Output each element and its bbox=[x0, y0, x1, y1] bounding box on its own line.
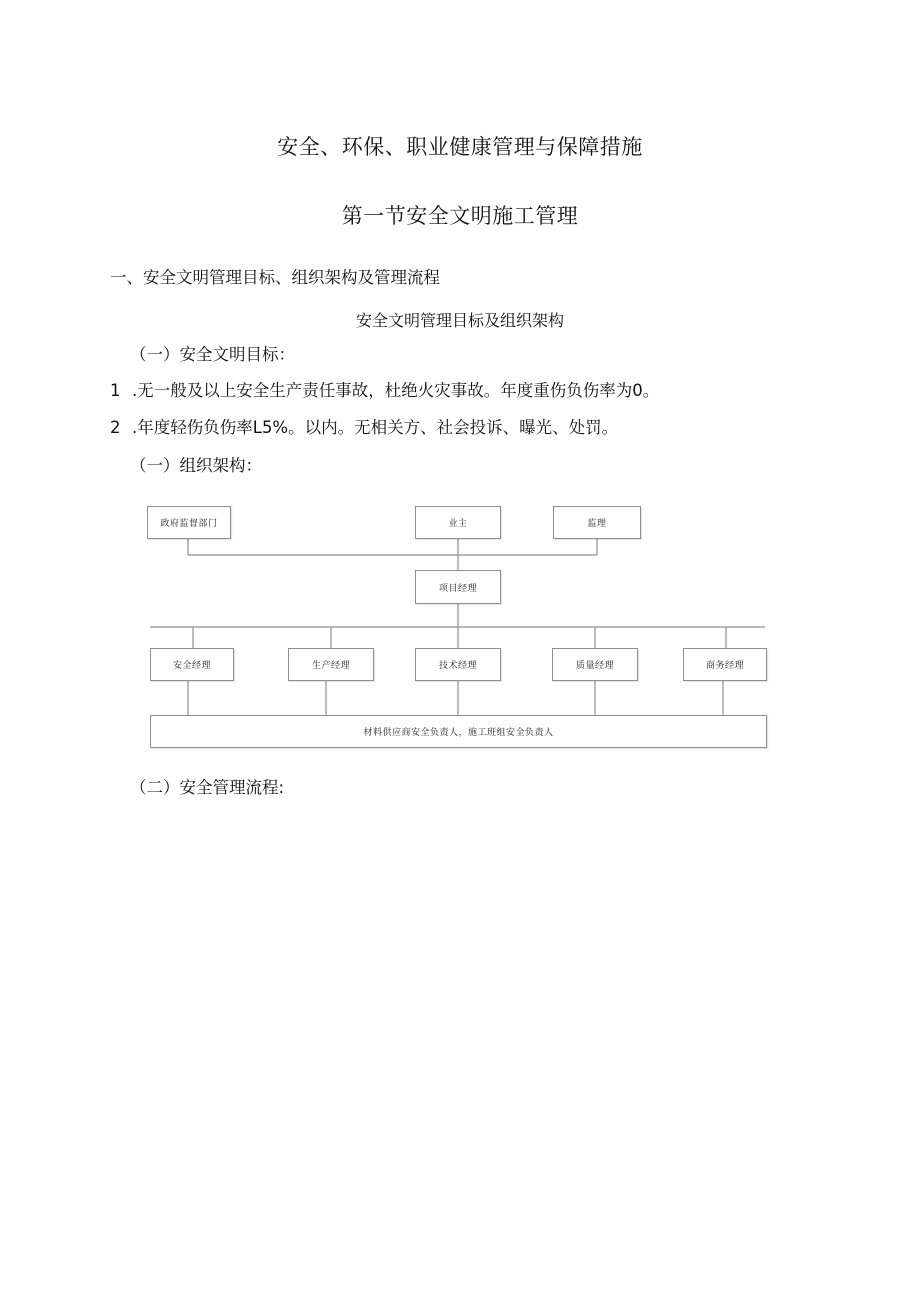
org-node-project-manager: 项目经理 bbox=[415, 570, 501, 604]
org-node-quality-manager: 质量经理 bbox=[552, 648, 638, 681]
list-item bbox=[110, 377, 659, 401]
subheading-safety-goals: （一）安全文明目标： bbox=[130, 345, 295, 364]
org-node-technical-manager: 技术经理 bbox=[415, 648, 501, 681]
list-item-number: 2 bbox=[110, 418, 121, 437]
org-node-supervisor: 监理 bbox=[553, 506, 641, 539]
subheading-org-structure: （一）组织架构： bbox=[130, 456, 262, 475]
section-title: 第一节安全文明施工管理 bbox=[341, 204, 579, 228]
list-item bbox=[110, 414, 618, 438]
subheading-safety-process: （二）安全管理流程: bbox=[130, 778, 285, 797]
org-node-production-manager: 生产经理 bbox=[288, 648, 374, 681]
org-chart bbox=[147, 503, 769, 751]
figure-caption: 安全文明管理目标及组织架构 bbox=[355, 311, 564, 330]
org-node-owner: 业主 bbox=[415, 506, 501, 539]
heading-1: 一、安全文明管理目标、组织架构及管理流程 bbox=[110, 268, 440, 287]
org-node-commercial-manager: 商务经理 bbox=[683, 648, 767, 681]
document-main-title: 安全、环保、职业健康管理与保障措施 bbox=[277, 135, 643, 159]
list-item-text: .年度轻伤负伤率L5%。以内。无相关方、社会投诉、曝光、处罚。 bbox=[132, 418, 619, 437]
list-item-text: .无一般及以上安全生产责任事故，杜绝火灾事故。年度重伤负伤率为0。 bbox=[132, 381, 660, 400]
org-node-suppliers-and-crews: 材料供应商安全负责人，施工班组安全负责人 bbox=[150, 715, 767, 748]
org-chart-connectors bbox=[147, 503, 769, 751]
list-item-number: 1 bbox=[110, 381, 121, 400]
org-node-government: 政府监督部门 bbox=[147, 506, 231, 539]
org-node-safety-manager: 安全经理 bbox=[150, 648, 234, 681]
